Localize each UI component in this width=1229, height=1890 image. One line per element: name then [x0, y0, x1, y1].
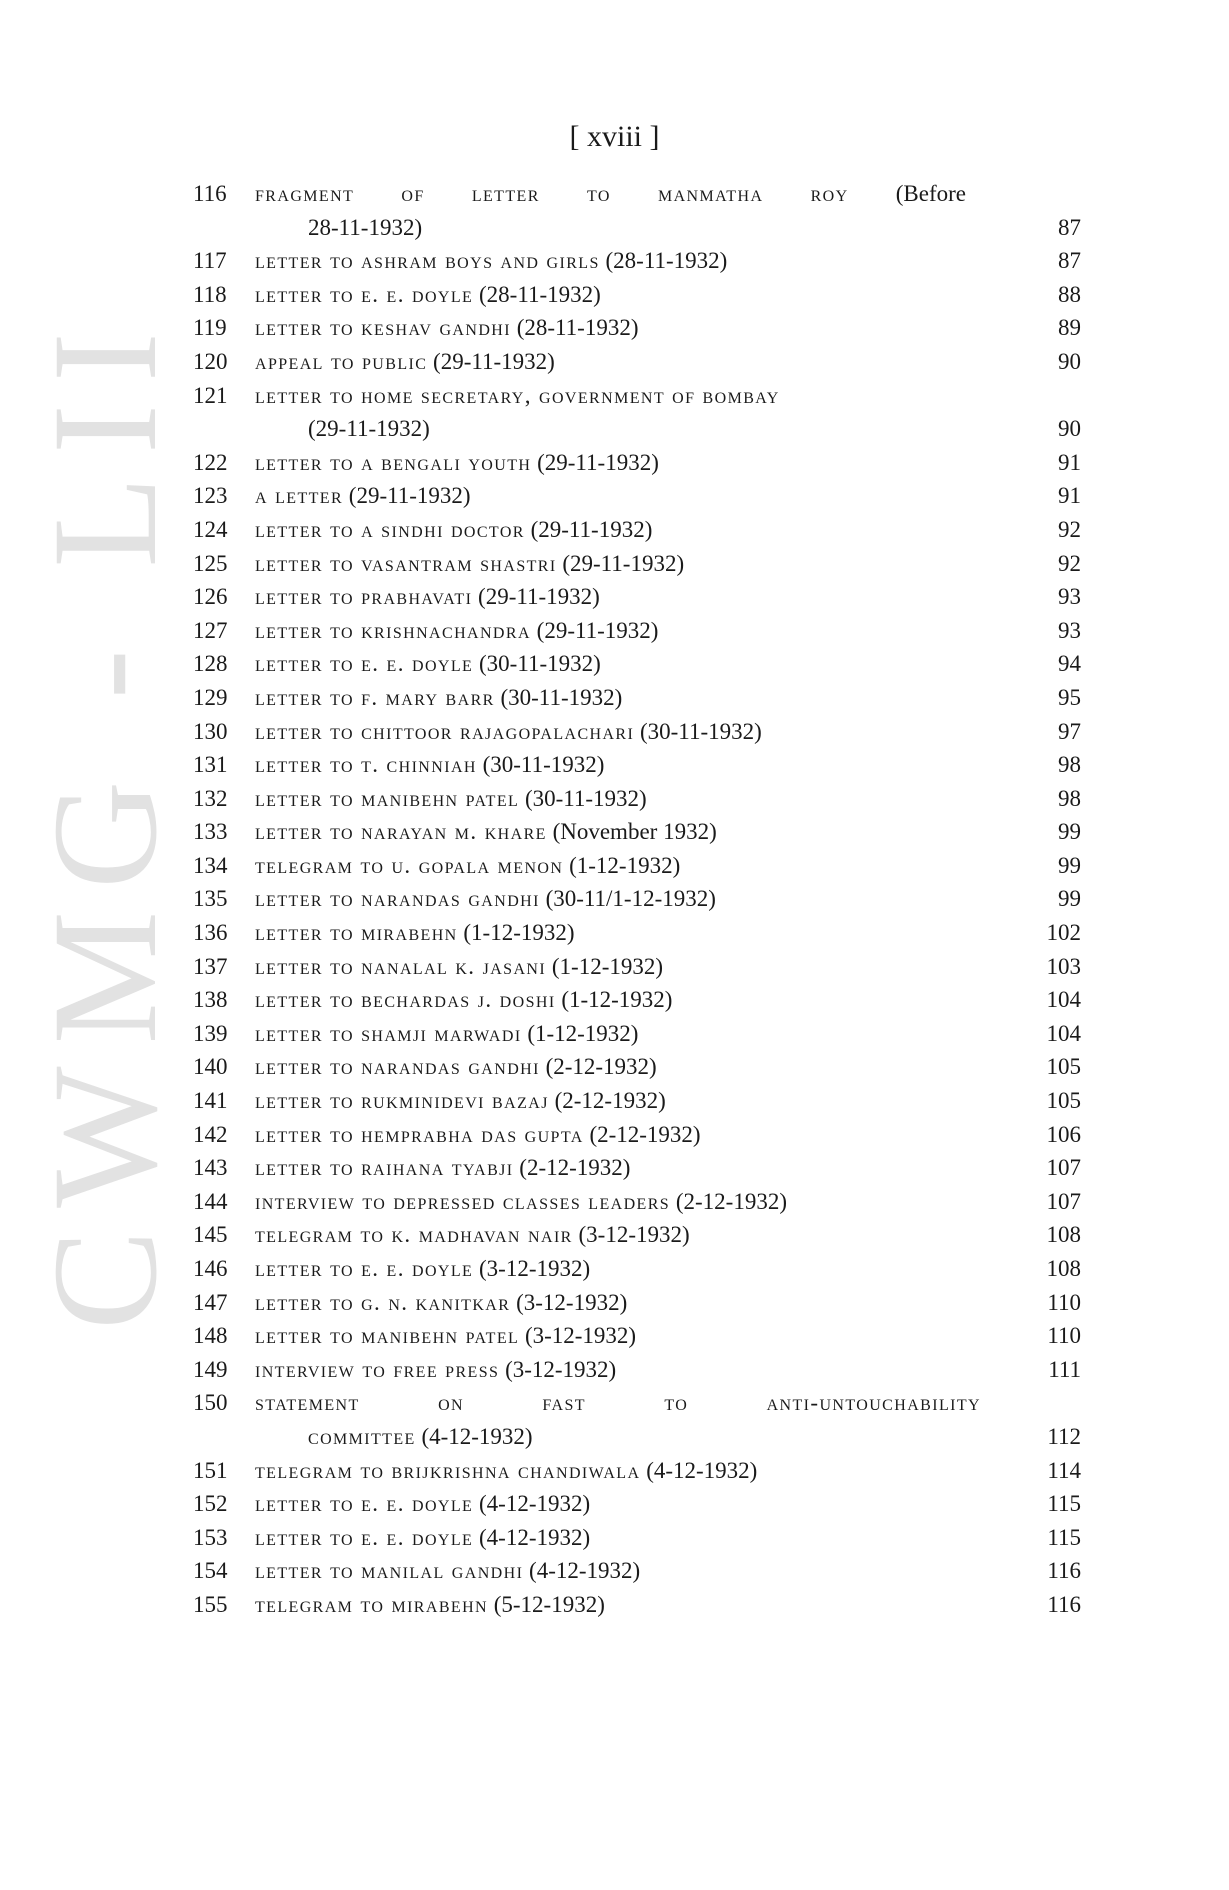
toc-entry — [193, 1218, 1081, 1252]
entry-page: 87 — [1058, 248, 1081, 274]
entry-number: 134 — [193, 852, 228, 878]
entry-date: (30-11-1932) — [524, 785, 647, 811]
entry-title: letter to a bengali youth — [255, 449, 532, 475]
entry-text — [255, 681, 622, 715]
entry-text — [255, 1353, 616, 1387]
entry-page: 115 — [1047, 1524, 1081, 1550]
entry-text — [255, 1218, 690, 1252]
toc-entry — [193, 1118, 1081, 1152]
entry-page: 92 — [1058, 516, 1081, 542]
entry-title: telegram to brijkrishna chandiwala — [255, 1457, 641, 1483]
entry-number: 131 — [193, 752, 228, 778]
entry-title: letter to raihana tyabji — [255, 1155, 514, 1181]
toc-entry — [193, 1084, 1081, 1118]
entry-line — [193, 1252, 1081, 1286]
entry-title: letter to e. e. doyle — [255, 1256, 474, 1281]
title-word: to — [586, 181, 611, 206]
toc-entry — [193, 278, 1081, 312]
toc-entry — [193, 950, 1081, 984]
toc-entry — [193, 446, 1081, 480]
entry-text — [255, 815, 717, 849]
title-word: fragment — [255, 181, 355, 206]
entry-number: 137 — [193, 953, 228, 979]
entry-text — [255, 1151, 630, 1185]
entry-line — [193, 1218, 1081, 1252]
entry-text — [255, 1487, 590, 1521]
entry-number: 151 — [193, 1457, 228, 1483]
entry-title: letter to shamji marwadi — [255, 1020, 522, 1046]
toc-entry — [193, 715, 1081, 749]
toc-entry — [193, 1017, 1081, 1051]
title-word: roy — [810, 181, 849, 206]
entry-text — [255, 1521, 590, 1555]
entry-number: 118 — [193, 281, 227, 307]
entry-line — [193, 513, 1081, 547]
entry-page: 90 — [1058, 348, 1081, 374]
entry-date: (30-11-1932) — [479, 651, 601, 677]
entry-number: 128 — [193, 651, 228, 677]
entry-number: 127 — [193, 617, 228, 643]
entry-text — [255, 479, 471, 513]
entry-title-continued — [308, 1420, 533, 1454]
entry-number: 154 — [193, 1558, 228, 1584]
entry-line — [193, 1118, 1081, 1152]
entry-line — [193, 177, 1081, 211]
entry-text — [255, 782, 647, 816]
entry-title: interview to depressed classes leaders — [255, 1188, 671, 1214]
toc-entry — [193, 748, 1081, 782]
entry-number: 123 — [193, 483, 228, 509]
entry-line — [193, 1588, 1081, 1622]
toc-entry — [193, 513, 1081, 547]
title-word: of — [401, 181, 425, 206]
entry-date: (28-11-1932) — [516, 315, 639, 341]
entry-date: (30-11-1932) — [500, 684, 623, 710]
entry-text — [255, 513, 652, 547]
entry-text — [255, 580, 600, 614]
entry-page: 111 — [1048, 1356, 1081, 1382]
entry-number: 129 — [193, 684, 228, 710]
entry-date: (28-11-1932) — [605, 248, 728, 274]
entry-line — [193, 547, 1081, 581]
entry-text — [255, 849, 680, 883]
entry-date: (29-11-1932) — [530, 516, 653, 542]
entry-text — [255, 1286, 627, 1320]
title-word: committee — [308, 1423, 416, 1449]
entry-line — [193, 849, 1081, 883]
entry-line — [193, 1185, 1081, 1219]
entry-title: interview to free press — [255, 1356, 500, 1382]
entry-line — [193, 580, 1081, 614]
entry-page: 102 — [1046, 920, 1081, 946]
entry-line — [193, 446, 1081, 480]
entry-page: 99 — [1058, 886, 1081, 912]
entry-number: 119 — [193, 315, 227, 341]
entry-number: 141 — [193, 1088, 228, 1114]
title-word: manmatha — [657, 181, 764, 206]
toc-entry — [193, 479, 1081, 513]
toc-entry — [193, 547, 1081, 581]
entry-page: 93 — [1058, 584, 1081, 610]
page-number: [ xviii ] — [569, 120, 660, 153]
entry-line — [193, 1017, 1081, 1051]
entry-date: (3-12-1932) — [479, 1256, 591, 1281]
entry-number: 124 — [193, 516, 228, 542]
entry-date: (3-12-1932) — [578, 1222, 690, 1248]
entry-page: 103 — [1046, 953, 1081, 979]
entry-date: (2-12-1932) — [589, 1121, 701, 1147]
entry-date-part: 28-11-1932) — [308, 214, 423, 240]
entry-number: 155 — [193, 1591, 228, 1617]
entry-page: 107 — [1046, 1155, 1081, 1181]
entry-page: 88 — [1058, 281, 1081, 307]
entry-line — [193, 614, 1081, 648]
entry-line — [193, 1487, 1081, 1521]
entry-page: 99 — [1058, 852, 1081, 878]
toc-entry — [193, 1252, 1081, 1286]
entry-number: 153 — [193, 1524, 228, 1550]
entry-number: 136 — [193, 920, 228, 946]
entry-date: (2-12-1932) — [554, 1088, 666, 1114]
entry-page: 98 — [1058, 752, 1081, 778]
title-word: fast — [542, 1390, 586, 1416]
entry-date: (29-11-1932) — [478, 584, 600, 610]
entry-date: (1-12-1932) — [527, 1020, 639, 1046]
entry-text — [255, 916, 575, 950]
entry-page: 89 — [1058, 315, 1081, 341]
toc-entry — [193, 647, 1081, 681]
entry-text — [255, 1319, 636, 1353]
toc-entry — [193, 815, 1081, 849]
entry-title: a letter — [255, 483, 344, 509]
toc-entry — [193, 177, 1081, 244]
entry-date: (4-12-1932) — [646, 1457, 758, 1483]
entry-line — [193, 916, 1081, 950]
entry-date: (3-12-1932) — [516, 1289, 628, 1315]
entry-line — [193, 748, 1081, 782]
entry-page: 116 — [1047, 1591, 1081, 1617]
entry-text — [255, 244, 727, 278]
entry-title: telegram to mirabehn — [255, 1591, 488, 1617]
entry-date: (5-12-1932) — [493, 1591, 605, 1617]
toc-entry — [193, 1554, 1081, 1588]
entry-number: 140 — [193, 1054, 228, 1080]
toc-entry — [193, 983, 1081, 1017]
entry-page: 106 — [1046, 1121, 1081, 1147]
entry-line — [193, 1050, 1081, 1084]
entry-title: letter to a sindhi doctor — [255, 516, 525, 542]
toc-entry — [193, 916, 1081, 950]
entry-title: letter to chittoor rajagopalachari — [255, 718, 635, 744]
entry-line — [193, 311, 1081, 345]
toc-entry — [193, 244, 1081, 278]
entry-page: 115 — [1047, 1491, 1081, 1517]
entry-page: 91 — [1058, 449, 1081, 475]
entry-page: 114 — [1047, 1457, 1081, 1483]
toc-entry — [193, 311, 1081, 345]
entry-date: (2-12-1932) — [545, 1054, 657, 1080]
entry-date: (30-11/1-12-1932) — [545, 886, 716, 912]
entry-title: letter to e. e. doyle — [255, 281, 474, 307]
entry-title: letter to vasantram shastri — [255, 550, 557, 576]
entry-text — [255, 1554, 640, 1588]
entry-title: letter to mirabehn — [255, 920, 458, 946]
entry-line — [193, 882, 1081, 916]
entry-text — [255, 547, 684, 581]
entry-line — [193, 1151, 1081, 1185]
entry-line — [193, 1319, 1081, 1353]
toc-entry — [193, 849, 1081, 883]
toc-entry — [193, 1286, 1081, 1320]
entry-text — [255, 647, 601, 681]
entry-date: (2-12-1932) — [519, 1155, 631, 1181]
entry-title: letter to narandas gandhi — [255, 1054, 540, 1080]
entry-title-justified — [255, 177, 966, 211]
entry-date: (29-11-1932) — [433, 348, 555, 374]
watermark: CWMG - LII — [22, 310, 188, 1330]
entry-title: letter to krishnachandra — [255, 617, 531, 643]
entry-title: letter to hemprabha das gupta — [255, 1121, 584, 1147]
entry-page: 108 — [1046, 1222, 1081, 1248]
entry-line — [193, 647, 1081, 681]
entry-title: letter to keshav gandhi — [255, 315, 511, 341]
entry-page: 87 — [1058, 214, 1081, 240]
toc-entry — [193, 1454, 1081, 1488]
entry-number: 143 — [193, 1155, 228, 1181]
toc-entry — [193, 1050, 1081, 1084]
entry-text — [255, 950, 663, 984]
title-word: on — [438, 1390, 464, 1416]
entry-line — [193, 1554, 1081, 1588]
entry-number: 149 — [193, 1356, 228, 1382]
entry-title: letter to manibehn patel — [255, 785, 520, 811]
entry-line — [193, 412, 1081, 446]
entry-line — [193, 379, 1081, 413]
entry-title: letter to manibehn patel — [255, 1323, 520, 1349]
entry-page: 93 — [1058, 617, 1081, 643]
entry-date: (4-12-1932) — [529, 1558, 641, 1584]
entry-title: letter to home secretary, government of bombay — [255, 382, 780, 408]
title-word: letter — [471, 181, 540, 206]
entry-number: 147 — [193, 1289, 228, 1315]
entry-text — [255, 1017, 638, 1051]
title-word: statement — [255, 1390, 360, 1416]
entry-line — [193, 278, 1081, 312]
entry-number: 138 — [193, 987, 228, 1013]
entry-date: (1-12-1932) — [561, 987, 673, 1013]
entry-page: 104 — [1046, 1020, 1081, 1046]
entry-number: 145 — [193, 1222, 228, 1248]
entry-date: (29-11-1932) — [308, 416, 430, 442]
entry-title: appeal to public — [255, 348, 428, 374]
entry-line — [193, 1286, 1081, 1320]
entry-text — [255, 278, 601, 312]
entry-line — [193, 479, 1081, 513]
entry-page: 99 — [1058, 819, 1081, 845]
entry-title: letter to bechardas j. doshi — [255, 987, 556, 1013]
entry-number: 120 — [193, 348, 228, 374]
entry-page: 95 — [1058, 684, 1081, 710]
entry-date: (28-11-1932) — [479, 281, 601, 307]
entry-text — [255, 1118, 701, 1152]
entry-text — [255, 748, 604, 782]
entry-title: letter to nanalal k. jasani — [255, 953, 547, 979]
toc-entry — [193, 580, 1081, 614]
entry-date: (29-11-1932) — [348, 483, 471, 509]
entry-date: (4-12-1932) — [479, 1491, 591, 1517]
entry-number: 146 — [193, 1256, 228, 1281]
entry-title-justified — [255, 1386, 981, 1420]
toc-entry — [193, 1185, 1081, 1219]
entry-title: letter to prabhavati — [255, 584, 473, 610]
entry-page: 107 — [1046, 1188, 1081, 1214]
entry-line — [193, 715, 1081, 749]
entry-date-part: (Before — [895, 181, 966, 206]
entry-page: 105 — [1046, 1088, 1081, 1114]
entry-number: 116 — [193, 181, 227, 206]
entry-number: 142 — [193, 1121, 228, 1147]
entry-title: telegram to u. gopala menon — [255, 852, 564, 878]
entry-number: 117 — [193, 248, 227, 274]
entry-text — [255, 1588, 605, 1622]
entry-line — [193, 1454, 1081, 1488]
toc-entry — [193, 681, 1081, 715]
entry-title: letter to e. e. doyle — [255, 1491, 474, 1517]
toc-entry — [193, 1487, 1081, 1521]
entry-text — [255, 715, 762, 749]
entry-page: 94 — [1058, 651, 1081, 677]
entry-title: letter to narayan m. khare — [255, 819, 547, 845]
entry-page: 110 — [1047, 1289, 1081, 1315]
entry-number: 144 — [193, 1188, 228, 1214]
entry-line — [193, 950, 1081, 984]
toc-entry — [193, 614, 1081, 648]
entry-date: (3-12-1932) — [505, 1356, 617, 1382]
toc-entry — [193, 1521, 1081, 1555]
toc-entry — [193, 1151, 1081, 1185]
entry-number: 130 — [193, 718, 228, 744]
entry-line — [193, 211, 1081, 245]
entry-number: 121 — [193, 382, 228, 408]
entry-date: (29-11-1932) — [562, 550, 685, 576]
title-word: to — [664, 1390, 689, 1416]
entry-page: 112 — [1047, 1423, 1081, 1449]
entry-title: letter to e. e. doyle — [255, 651, 474, 677]
entry-text — [255, 983, 672, 1017]
entry-line — [193, 1420, 1081, 1454]
entry-title: letter to g. n. kanitkar — [255, 1289, 511, 1315]
entry-page: 97 — [1058, 718, 1081, 744]
entry-number: 122 — [193, 449, 228, 475]
entry-date: (30-11-1932) — [482, 752, 605, 778]
entry-date: (30-11-1932) — [639, 718, 762, 744]
table-of-contents — [193, 177, 1081, 1622]
title-word: anti-untouchability — [766, 1390, 981, 1416]
entry-date: (4-12-1932) — [421, 1423, 533, 1449]
entry-number: 132 — [193, 785, 228, 811]
entry-text — [255, 1185, 787, 1219]
toc-entry — [193, 345, 1081, 379]
entry-title: letter to f. mary barr — [255, 684, 495, 710]
entry-date: (1-12-1932) — [569, 852, 681, 878]
entry-title: letter to ashram boys and girls — [255, 248, 600, 274]
entry-text — [255, 1084, 666, 1118]
toc-entry — [193, 1319, 1081, 1353]
toc-entry — [193, 1386, 1081, 1453]
entry-text — [255, 614, 658, 648]
entry-number: 139 — [193, 1020, 228, 1046]
entry-line — [193, 1386, 1081, 1420]
entry-title: letter to t. chinniah — [255, 752, 477, 778]
entry-page: 116 — [1047, 1558, 1081, 1584]
entry-text — [255, 446, 659, 480]
entry-page: 98 — [1058, 785, 1081, 811]
entry-number: 126 — [193, 584, 228, 610]
toc-entry — [193, 1588, 1081, 1622]
entry-date: (29-11-1932) — [536, 617, 659, 643]
entry-page: 105 — [1046, 1054, 1081, 1080]
entry-number: 148 — [193, 1323, 228, 1349]
entry-title: telegram to k. madhavan nair — [255, 1222, 573, 1248]
entry-page: 91 — [1058, 483, 1081, 509]
entry-number: 150 — [193, 1390, 228, 1416]
entry-title: letter to narandas gandhi — [255, 886, 540, 912]
toc-entry — [193, 379, 1081, 446]
entry-text — [255, 1050, 657, 1084]
entry-line — [193, 1084, 1081, 1118]
entry-title: letter to manilal gandhi — [255, 1558, 524, 1584]
entry-page: 110 — [1047, 1323, 1081, 1349]
entry-number: 125 — [193, 550, 228, 576]
entry-date: (29-11-1932) — [537, 449, 659, 475]
entry-title: letter to e. e. doyle — [255, 1524, 474, 1550]
toc-entry — [193, 782, 1081, 816]
entry-page: 90 — [1058, 416, 1081, 442]
toc-entry — [193, 882, 1081, 916]
entry-text — [255, 1252, 590, 1286]
entry-line — [193, 983, 1081, 1017]
entry-line — [193, 345, 1081, 379]
entry-page: 108 — [1046, 1256, 1081, 1281]
entry-text — [255, 1454, 757, 1488]
entry-date: (2-12-1932) — [675, 1188, 787, 1214]
entry-text — [255, 345, 555, 379]
entry-date: (4-12-1932) — [479, 1524, 591, 1550]
entry-date: (1-12-1932) — [551, 953, 664, 979]
entry-page: 92 — [1058, 550, 1081, 576]
entry-number: 152 — [193, 1491, 228, 1517]
entry-line — [193, 815, 1081, 849]
entry-line — [193, 1353, 1081, 1387]
entry-line — [193, 681, 1081, 715]
entry-text — [255, 882, 716, 916]
entry-text — [255, 311, 639, 345]
toc-entry — [193, 1353, 1081, 1387]
entry-line — [193, 1521, 1081, 1555]
entry-date: (November 1932) — [552, 819, 717, 845]
entry-line — [193, 244, 1081, 278]
entry-number: 135 — [193, 886, 228, 912]
entry-line — [193, 782, 1081, 816]
entry-date: (3-12-1932) — [524, 1323, 637, 1349]
entry-title: letter to rukminidevi bazaj — [255, 1088, 549, 1114]
entry-number: 133 — [193, 819, 228, 845]
entry-date: (1-12-1932) — [463, 920, 575, 946]
entry-page: 104 — [1046, 987, 1081, 1013]
